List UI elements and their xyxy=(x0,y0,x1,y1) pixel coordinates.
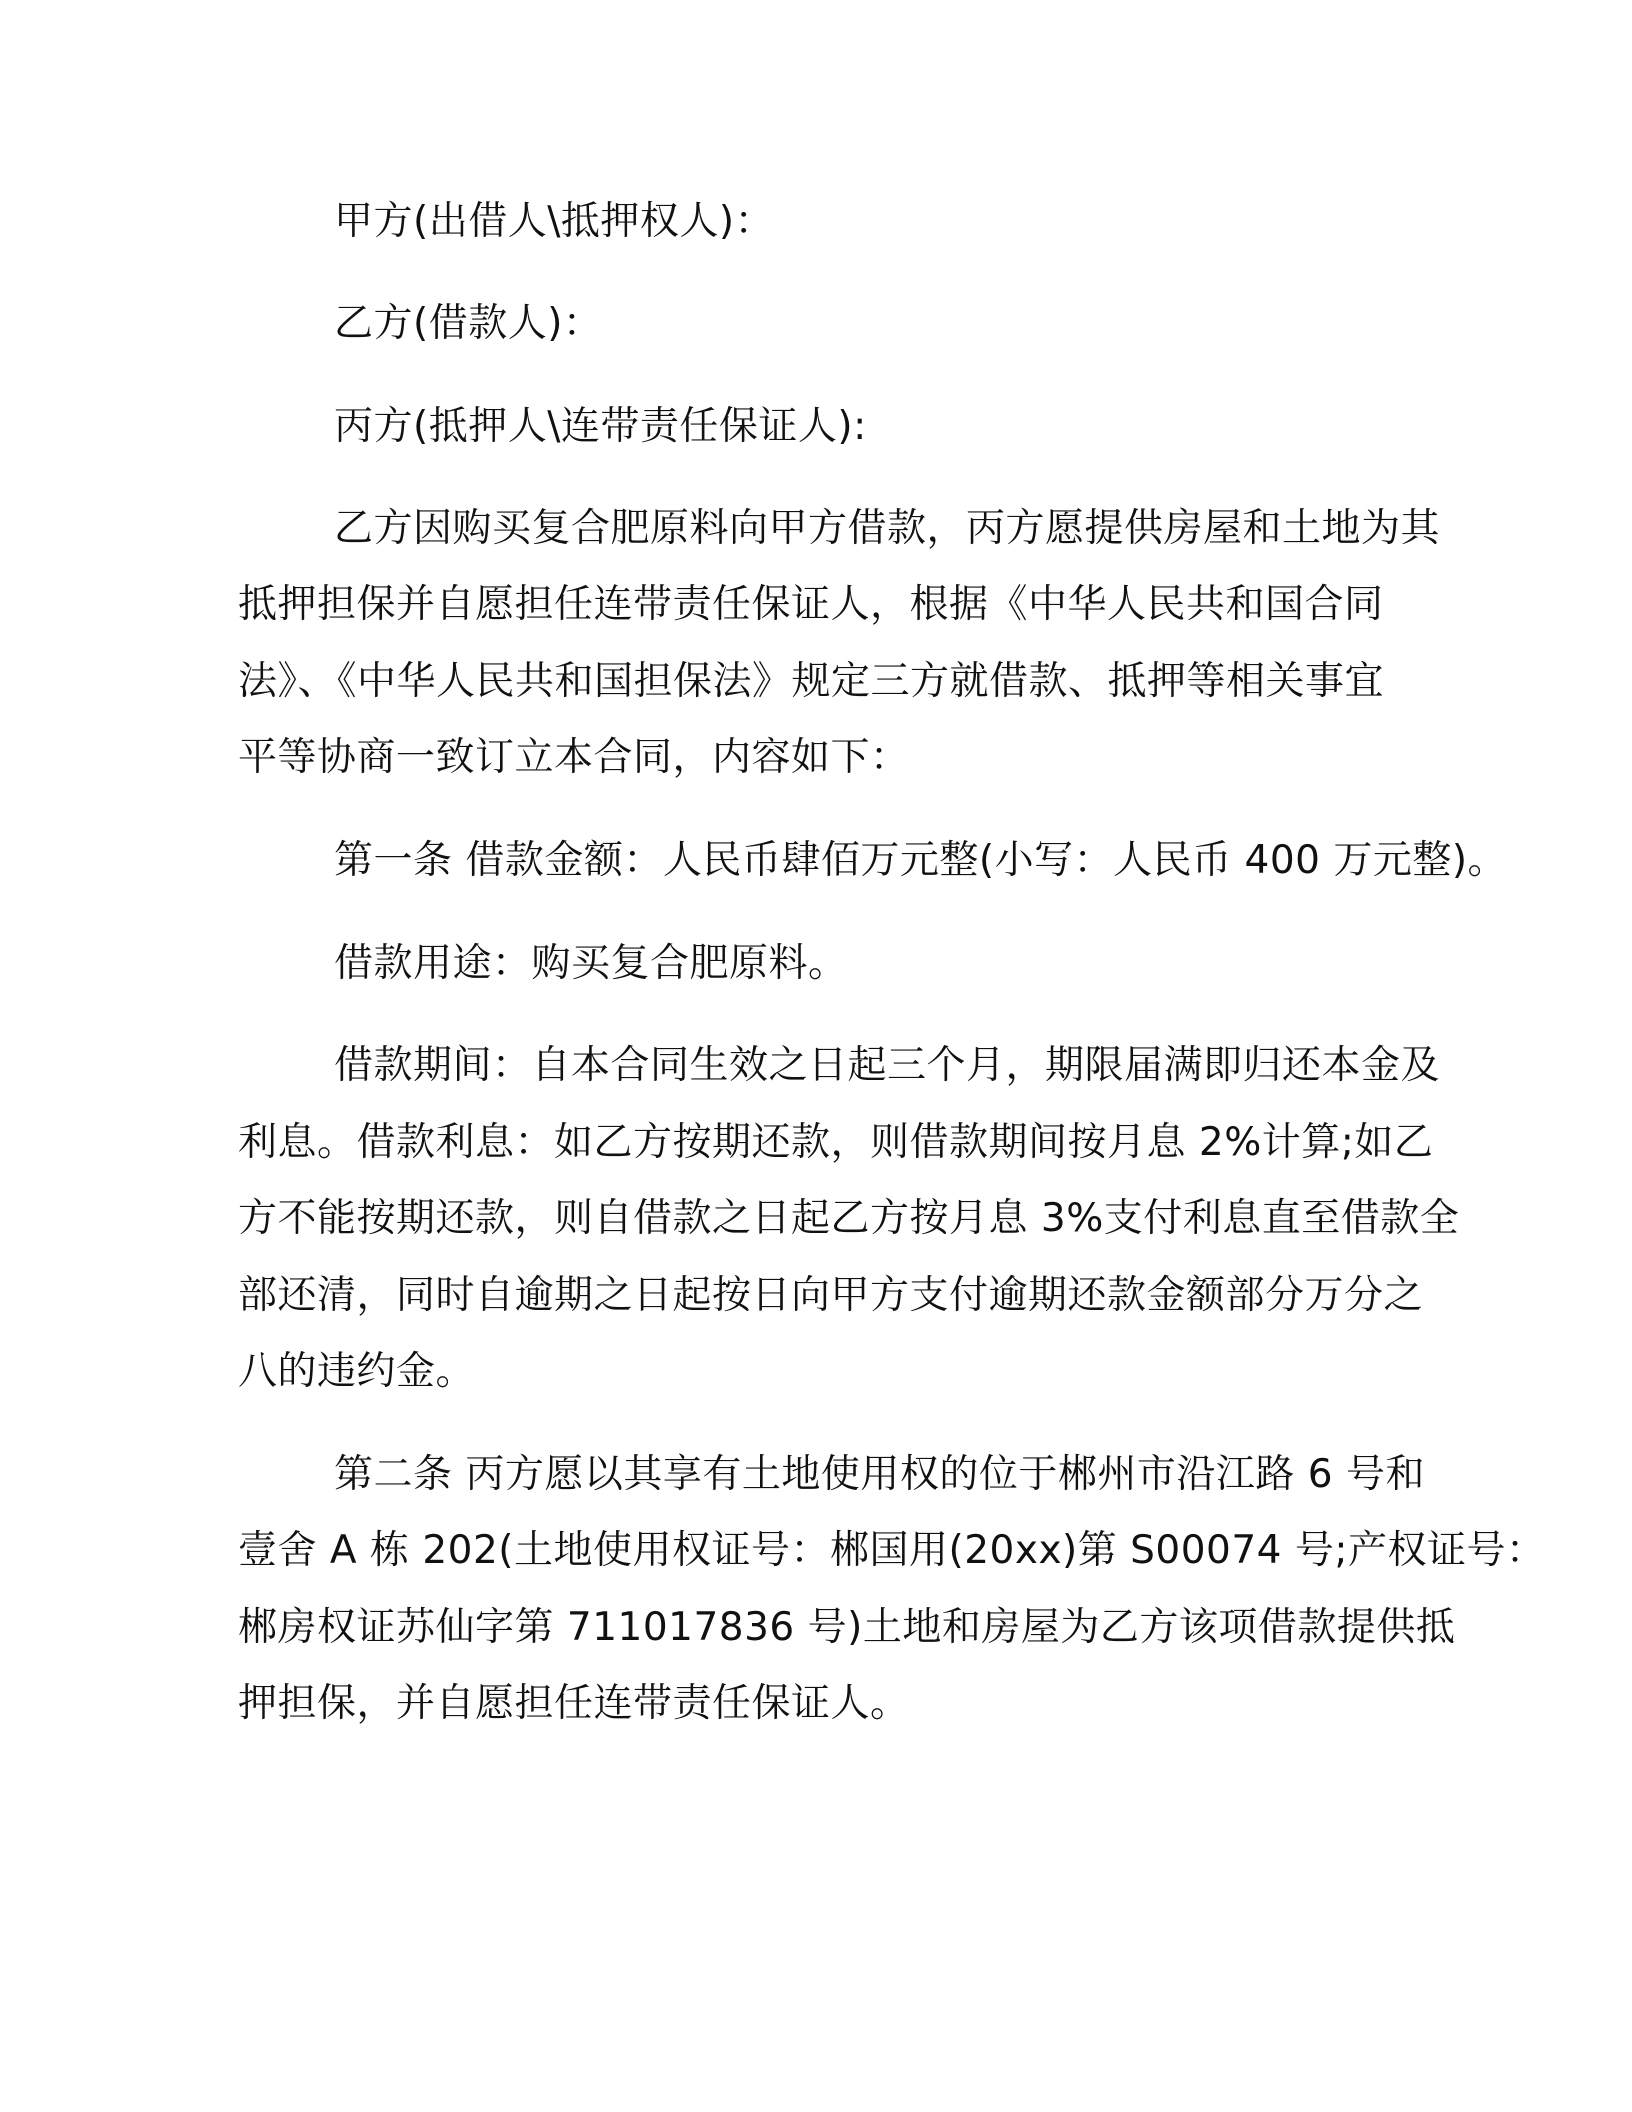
preamble-line: 乙方因购买复合肥原料向甲方借款，丙方愿提供房屋和土地为其 xyxy=(334,506,1441,551)
party-a-line: 甲方(出借人\抵押权人)： xyxy=(334,199,775,244)
party-c-line: 丙方(抵押人\连带责任保证人): xyxy=(334,404,867,449)
article1-term-line: 利息。借款利息：如乙方按期还款，则借款期间按月息 2%计算;如乙 xyxy=(238,1120,1434,1165)
party-b-line: 乙方(借款人)： xyxy=(334,301,603,346)
article1-term-line: 借款期间：自本合同生效之日起三个月，期限届满即归还本金及 xyxy=(334,1043,1441,1088)
article1-term-line: 部还清，同时自逾期之日起按日向甲方支付逾期还款金额部分万分之 xyxy=(238,1273,1424,1318)
article2-line: 郴房权证苏仙字第 711017836 号)土地和房屋为乙方该项借款提供抵 xyxy=(238,1605,1456,1650)
article1-amount-line: 第一条 借款金额：人民币肆佰万元整(小写：人民币 400 万元整)。 xyxy=(334,838,1508,883)
article2-line: 押担保，并自愿担任连带责任保证人。 xyxy=(238,1681,910,1726)
preamble-line: 法》、《中华人民共和国担保法》规定三方就借款、抵押等相关事宜 xyxy=(238,659,1385,704)
article1-term-line: 八的违约金。 xyxy=(238,1349,476,1394)
preamble-line: 平等协商一致订立本合同，内容如下： xyxy=(238,735,910,780)
article1-purpose-line: 借款用途：购买复合肥原料。 xyxy=(334,941,848,986)
article2-line: 壹舍 A 栋 202(土地使用权证号：郴国用(20xx)第 S00074 号;产权证号： xyxy=(238,1528,1546,1573)
preamble-line: 抵押担保并自愿担任连带责任保证人，根据《中华人民共和国合同 xyxy=(238,582,1384,627)
article2-line: 第二条 丙方愿以其享有土地使用权的位于郴州市沿江路 6 号和 xyxy=(334,1452,1426,1497)
article1-term-line: 方不能按期还款，则自借款之日起乙方按月息 3%支付利息直至借款全 xyxy=(238,1196,1460,1241)
